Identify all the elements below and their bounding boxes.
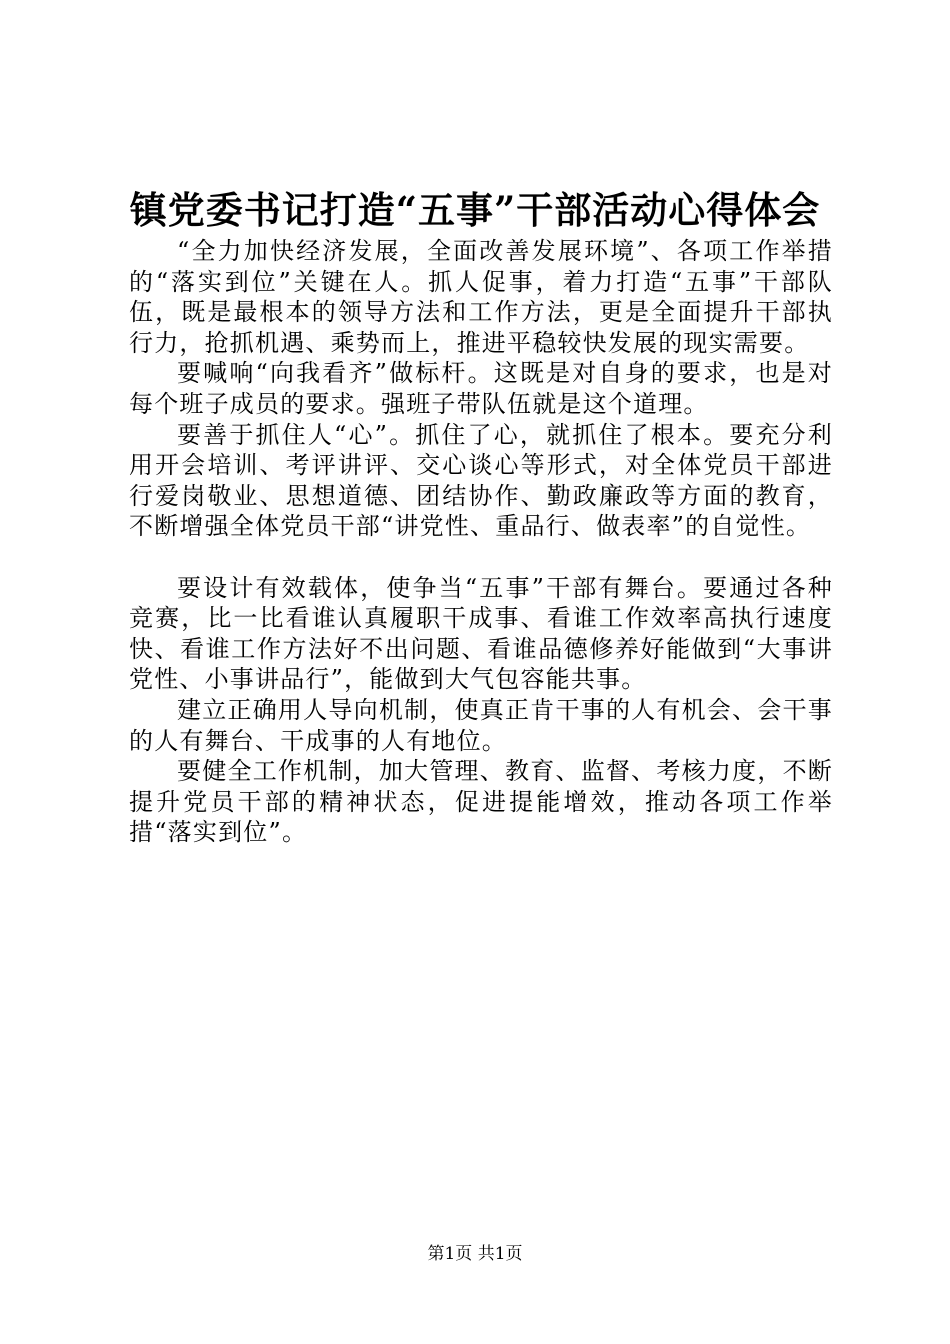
paragraph-benchmark: 要喊响“向我看齐”做标杆。这既是对自身的要求，也是对每个班子成员的要求。强班子带队伍就是这个道理。 [129, 359, 833, 418]
paragraph-carrier: 要设计有效载体，使争当“五事”干部有舞台。要通过各种竞赛，比一比看谁认真履职干成事、看谁工作效率高执行速度快、看谁工作方法好不出问题、看谁品德修养好能做到“大事讲党性、小事讲品行”，能做到大气包容能共事。 [129, 573, 833, 694]
page-footer: 第1页 共1页 [427, 1244, 523, 1264]
paragraph-intro: “全力加快经济发展，全面改善发展环境”、各项工作举措的“落实到位”关键在人。抓人促事，着力打造“五事”干部队伍，既是最根本的领导方法和工作方法，更是全面提升干部执行力，抢抓机遇、乘势而上，推进平稳较快发展的现实需要。 [129, 237, 833, 357]
paragraph-mechanism: 要健全工作机制，加大管理、教育、监督、考核力度，不断提升党员干部的精神状态，促进提能增效，推动各项工作举措“落实到位”。 [129, 757, 833, 847]
document-title: 镇党委书记打造“五事”干部活动心得体会 [129, 188, 821, 232]
paragraph-employment: 建立正确用人导向机制，使真正肯干事的人有机会、会干事的人有舞台、干成事的人有地位。 [129, 695, 833, 755]
paragraph-heart: 要善于抓住人“心”。抓住了心，就抓住了根本。要充分利用开会培训、考评讲评、交心谈心等形式，对全体党员干部进行爱岗敬业、思想道德、团结协作、勤政廉政等方面的教育，不断增强全体党员干部“讲党性、重品行、做表率”的自觉性。 [129, 420, 833, 541]
document-body [129, 236, 833, 848]
